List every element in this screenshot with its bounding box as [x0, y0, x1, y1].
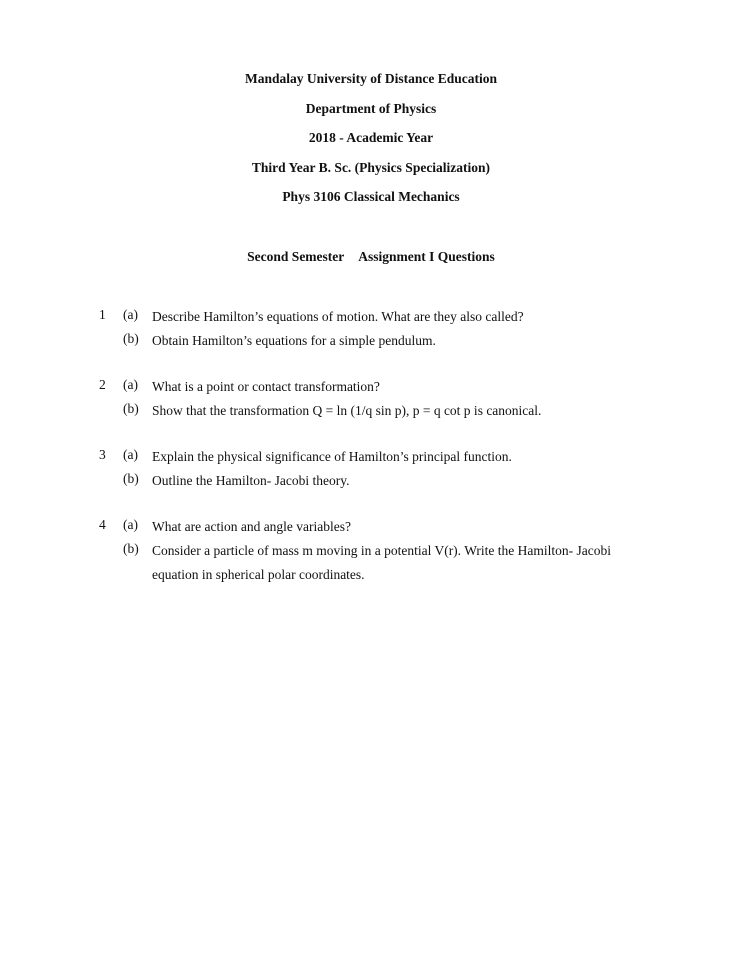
question-list	[0, 305, 742, 614]
question-number: 2	[99, 377, 106, 392]
part-label: (a)	[123, 517, 138, 532]
question-part	[0, 399, 742, 423]
part-label: (b)	[123, 540, 139, 556]
question-number: 3	[99, 447, 106, 462]
assignment-title: Assignment I Questions	[358, 249, 495, 264]
part-text: Obtain Hamilton’s equations for a simple pendulum.	[152, 332, 436, 348]
question-number: 1	[99, 307, 106, 322]
question-part	[0, 375, 742, 399]
question-1	[0, 305, 742, 352]
part-text: What is a point or contact transformation?	[152, 379, 380, 394]
question-part	[0, 305, 742, 329]
semester-label: Second Semester	[247, 249, 345, 264]
department-name: Department of Physics	[305, 100, 437, 116]
part-label: (b)	[123, 470, 139, 486]
university-name: Mandalay University of Distance Education	[244, 71, 497, 86]
question-4	[0, 515, 742, 591]
academic-year: 2018 - Academic Year	[308, 130, 434, 145]
part-text: Explain the physical significance of Hamilton’s principal function.	[152, 449, 512, 464]
part-text: Consider a particle of mass m moving in a potential V(r). Write the Hamilton- Jacobi equation in spherical polar coordinates.	[152, 542, 611, 582]
question-number: 4	[99, 517, 106, 532]
part-text: Describe Hamilton’s equations of motion. What are they also called?	[152, 309, 524, 324]
part-text: Outline the Hamilton- Jacobi theory.	[152, 472, 350, 488]
part-text: Show that the transformation Q = ln (1/q sin p), p = q cot p is canonical.	[152, 402, 542, 418]
part-label: (b)	[123, 400, 139, 416]
part-label: (a)	[123, 447, 138, 462]
part-text: What are action and angle variables?	[152, 519, 352, 534]
document-header	[0, 69, 742, 217]
question-part	[0, 469, 742, 493]
part-label: (a)	[123, 307, 138, 322]
question-3	[0, 445, 742, 492]
question-part	[0, 445, 742, 469]
part-label: (a)	[123, 377, 138, 392]
assignment-heading	[0, 247, 742, 267]
part-label: (b)	[123, 330, 139, 346]
question-part	[0, 329, 742, 353]
course-title: Phys 3106 Classical Mechanics	[282, 189, 460, 204]
question-part	[0, 515, 742, 539]
question-2	[0, 375, 742, 422]
question-part	[0, 539, 742, 591]
program-name: Third Year B. Sc. (Physics Specialization)	[251, 159, 491, 175]
